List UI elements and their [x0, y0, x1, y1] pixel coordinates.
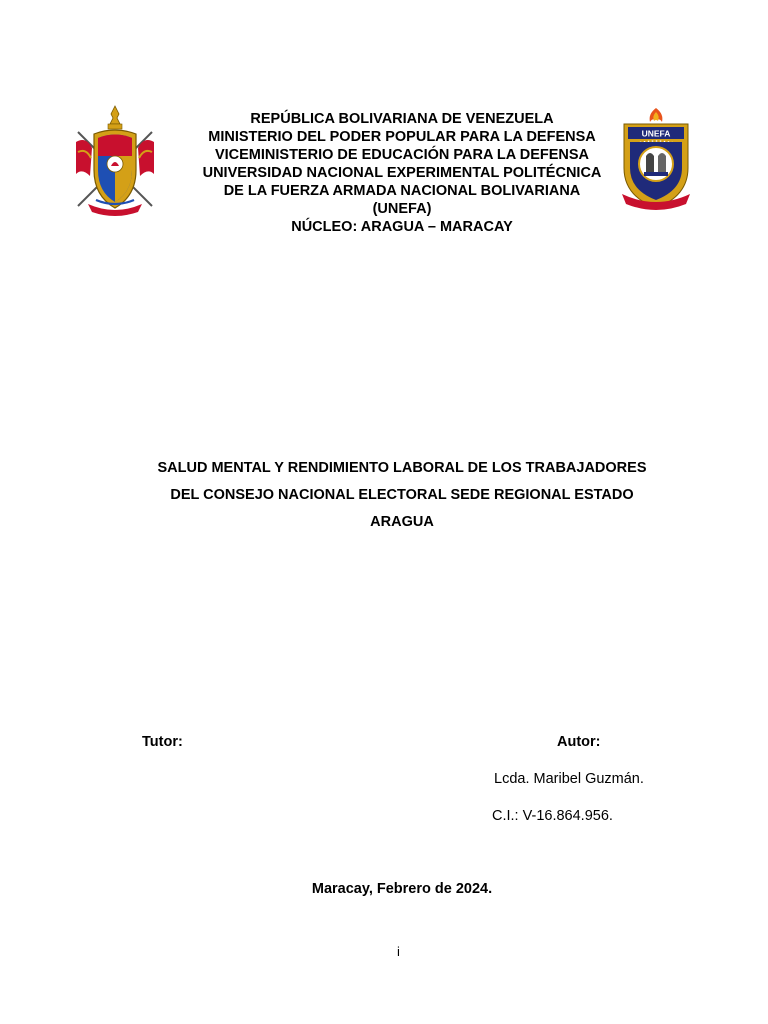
institution-header — [180, 110, 624, 236]
header-line-viceministry: VICEMINISTERIO DE EDUCACIÓN PARA LA DEFENSA — [214, 147, 590, 163]
header-line-campus: NÚCLEO: ARAGUA – MARACAY — [291, 219, 513, 235]
title-line-3: ARAGUA — [370, 514, 434, 530]
autor-label: Autor: — [557, 734, 601, 750]
unefa-logo-text: UNEFA — [641, 128, 671, 139]
header-line-acronym: (UNEFA) — [372, 201, 432, 217]
author-name: Lcda. Maribel Guzmán. — [494, 771, 644, 787]
author-id-number: C.I.: V-16.864.956. — [492, 808, 613, 824]
unefa-logo — [618, 106, 694, 212]
header-line-university: UNIVERSIDAD NACIONAL EXPERIMENTAL POLITÉCNICA — [202, 165, 602, 181]
header-line-armed-forces: DE LA FUERZA ARMADA NACIONAL BOLIVARIANA — [223, 183, 581, 199]
place-and-date: Maracay, Febrero de 2024. — [311, 881, 493, 897]
coat-of-arms-logo — [72, 104, 158, 220]
page-number: i — [397, 944, 400, 959]
tutor-label: Tutor: — [142, 734, 183, 750]
header-line-ministry: MINISTERIO DEL PODER POPULAR PARA LA DEFENSA — [208, 129, 596, 145]
header-line-republic: REPÚBLICA BOLIVARIANA DE VENEZUELA — [250, 111, 554, 127]
thesis-title — [120, 455, 684, 536]
title-line-2: DEL CONSEJO NACIONAL ELECTORAL SEDE REGIONAL ESTADO — [170, 487, 634, 503]
title-line-1: SALUD MENTAL Y RENDIMIENTO LABORAL DE LOS TRABAJADORES — [157, 460, 647, 476]
